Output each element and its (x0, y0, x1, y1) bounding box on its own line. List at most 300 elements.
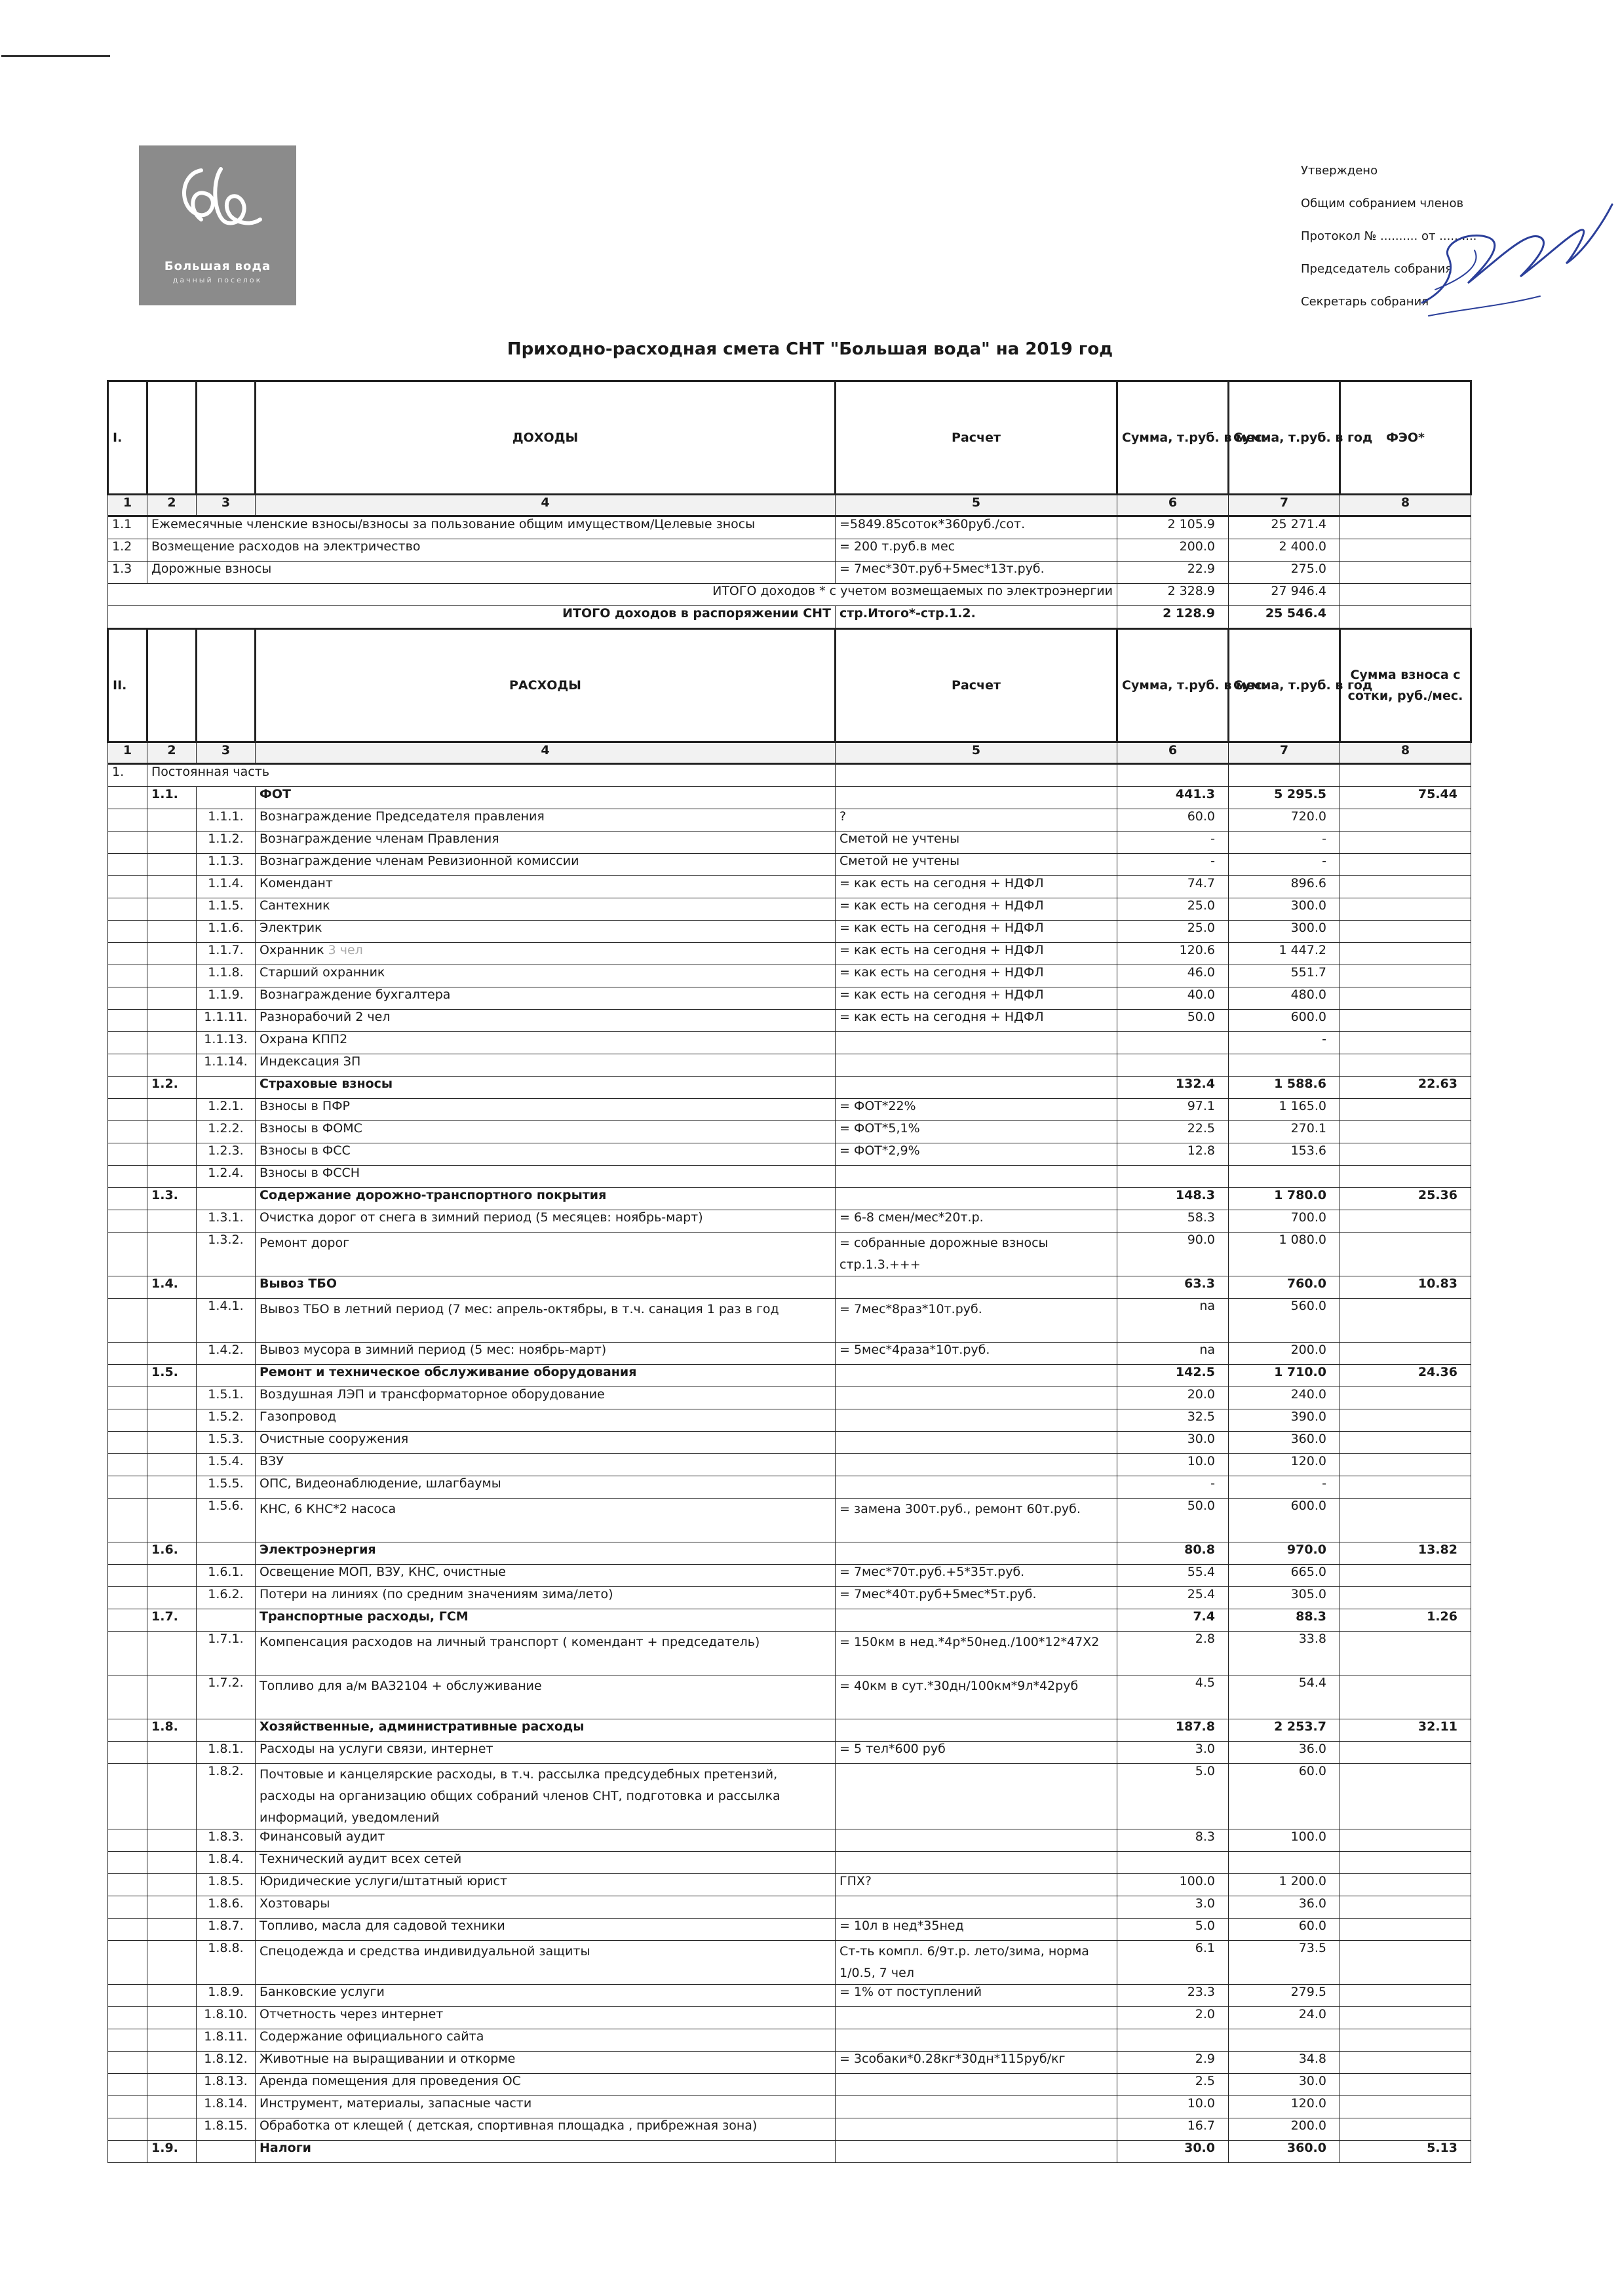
expense-group-row (108, 787, 1471, 809)
row-name: Топливо, масла для садовой техники (256, 1919, 836, 1941)
row-feo (1340, 1852, 1471, 1874)
row-number: 1.5.1. (197, 1387, 256, 1409)
row-calc: = 7мес*8раз*10т.руб. (836, 1299, 1117, 1343)
row-spacer (147, 965, 197, 987)
row-month: 22.9 (1117, 562, 1229, 584)
row-calc: = 40км в сут.*30дн/100км*9л*42руб (836, 1675, 1117, 1719)
row-calc (836, 1032, 1117, 1054)
row-part-cell (108, 809, 147, 832)
row-feo (1340, 2118, 1471, 2141)
expense-column-numbers: 1 2 3 4 5 6 7 8 (108, 742, 1471, 764)
row-feo (1340, 1166, 1471, 1188)
income-available-label: ИТОГО доходов в распоряжении СНТ (108, 606, 836, 629)
row-month: 40.0 (1117, 987, 1229, 1010)
expense-row (108, 1233, 1471, 1276)
income-total-year: 27 946.4 (1229, 584, 1340, 606)
row-month: 25.0 (1117, 921, 1229, 943)
row-part-cell (108, 1675, 147, 1719)
row-number: 1.8.12. (197, 2052, 256, 2074)
row-month (1117, 2029, 1229, 2052)
row-name: Почтовые и канцелярские расходы, в т.ч. рассылка предсудебных претензий, расходы на организацию общих собраний членов СНТ, подготовка и рассылка информаций, уведомлений (256, 1764, 836, 1829)
income-available-year: 25 546.4 (1229, 606, 1340, 629)
row-number: 1.3 (108, 562, 147, 584)
row-part-cell (108, 1409, 147, 1432)
row-year: 153.6 (1229, 1143, 1340, 1166)
row-spacer (147, 1054, 197, 1077)
row-month: 23.3 (1117, 1985, 1229, 2007)
row-part-cell (108, 1299, 147, 1343)
row-month: 55.4 (1117, 1565, 1229, 1587)
row-calc (836, 1476, 1117, 1499)
row-feo (1340, 1454, 1471, 1476)
row-part-cell (108, 1565, 147, 1587)
row-year: 305.0 (1229, 1587, 1340, 1609)
row-feo (1340, 943, 1471, 965)
row-number: 1.2. (147, 1077, 197, 1099)
row-calc (836, 1542, 1117, 1565)
row-spacer (147, 2118, 197, 2141)
row-feo (1340, 562, 1471, 584)
row-year: - (1229, 1032, 1340, 1054)
row-name: Взносы в ФСС (256, 1143, 836, 1166)
row-number: 1.2.1. (197, 1099, 256, 1121)
row-calc: = 7мес*70т.руб.+5*35т.руб. (836, 1565, 1117, 1587)
row-calc (836, 787, 1117, 809)
row-month: 10.0 (1117, 2096, 1229, 2118)
row-name: Разнорабочий 2 чел (256, 1010, 836, 1032)
row-spacer (147, 876, 197, 898)
row-year: 360.0 (1229, 2141, 1340, 2163)
row-year: 200.0 (1229, 2118, 1340, 2141)
logo-name: Большая вода (164, 259, 271, 273)
row-note: 3 чел (324, 943, 363, 957)
row-part-cell (108, 1476, 147, 1499)
row-feo (1340, 1742, 1471, 1764)
row-part-cell (108, 1166, 147, 1188)
row-part-cell (108, 898, 147, 921)
expense-row (108, 1476, 1471, 1499)
row-spacer (147, 1121, 197, 1143)
row-number: 1.4. (147, 1276, 197, 1299)
row-number: 1.1.3. (197, 854, 256, 876)
row-part-cell (108, 1587, 147, 1609)
row-calc (836, 1432, 1117, 1454)
row-month: - (1117, 832, 1229, 854)
row-calc (836, 1454, 1117, 1476)
row-number: 1.7.1. (197, 1632, 256, 1675)
row-part-cell (108, 1188, 147, 1210)
row-feo (1340, 1829, 1471, 1852)
logo-monogram-icon (165, 157, 270, 242)
expense-group-row (108, 1188, 1471, 1210)
row-calc: = ФОТ*5,1% (836, 1121, 1117, 1143)
row-name: Электрик (256, 921, 836, 943)
approval-line-5: Секретарь собрания (1301, 295, 1429, 309)
row-feo (1340, 2096, 1471, 2118)
row-spacer (147, 1896, 197, 1919)
row-calc (836, 1852, 1117, 1874)
row-part-cell (108, 1499, 147, 1542)
row-calc (836, 2118, 1117, 2141)
row-number: 1.1.6. (197, 921, 256, 943)
row-calc: = как есть на сегодня + НДФЛ (836, 965, 1117, 987)
row-name: Юридические услуги/штатный юрист (256, 1874, 836, 1896)
row-name: Вывоз ТБО в летний период (7 мес: апрель-октябры, в т.ч. санация 1 раз в год (256, 1299, 836, 1343)
row-calc (836, 1387, 1117, 1409)
expense-row (108, 1742, 1471, 1764)
row-number: 1.3.2. (197, 1233, 256, 1276)
income-header-month: Сумма, т.руб. в мес. (1117, 381, 1229, 495)
row-month: 3.0 (1117, 1742, 1229, 1764)
expense-header-row (108, 629, 1471, 742)
row-year: 33.8 (1229, 1632, 1340, 1675)
row-feo (1340, 1210, 1471, 1233)
row-calc (836, 1609, 1117, 1632)
row-calc (836, 1188, 1117, 1210)
row-feo (1340, 987, 1471, 1010)
row-name: Вознаграждение Председателя правления (256, 809, 836, 832)
row-spacer (147, 1852, 197, 1874)
row-number: 1.8.7. (197, 1919, 256, 1941)
row-calc: = 1% от поступлений (836, 1985, 1117, 2007)
row-number: 1.1.1. (197, 809, 256, 832)
row-year: - (1229, 854, 1340, 876)
row-month: 80.8 (1117, 1542, 1229, 1565)
row-year: 300.0 (1229, 898, 1340, 921)
row-part-cell (108, 2052, 147, 2074)
expense-row (108, 1632, 1471, 1675)
row-month (1117, 1166, 1229, 1188)
row-name: Расходы на услуги связи, интернет (256, 1742, 836, 1764)
row-year: 760.0 (1229, 1276, 1340, 1299)
company-logo (139, 145, 296, 305)
row-part-cell (108, 2096, 147, 2118)
row-year: 34.8 (1229, 2052, 1340, 2074)
row-year: 970.0 (1229, 1542, 1340, 1565)
row-calc: Ст-ть компл. 6/9т.р. лето/зима, норма 1/0.5, 7 чел (836, 1941, 1117, 1985)
row-year: 2 400.0 (1229, 539, 1340, 562)
row-month: 2.8 (1117, 1632, 1229, 1675)
row-part-cell (108, 854, 147, 876)
row-calc (836, 2029, 1117, 2052)
row-number: 1.7.2. (197, 1675, 256, 1719)
row-spacer (147, 1166, 197, 1188)
row-month: 16.7 (1117, 2118, 1229, 2141)
row-calc: Сметой не учтены (836, 832, 1117, 854)
income-header-calc: Расчет (836, 381, 1117, 495)
expense-row (108, 876, 1471, 898)
row-calc (836, 1896, 1117, 1919)
row-feo (1340, 1499, 1471, 1542)
row-part-cell (108, 1829, 147, 1852)
row-month: 97.1 (1117, 1099, 1229, 1121)
row-number: 1.8.15. (197, 2118, 256, 2141)
row-year: 665.0 (1229, 1565, 1340, 1587)
row-month: 22.5 (1117, 1121, 1229, 1143)
row-part-cell (108, 2141, 147, 2163)
row-month (1117, 1032, 1229, 1054)
row-year: 36.0 (1229, 1896, 1340, 1919)
row-spacer (147, 1941, 197, 1985)
row-number: 1.6.2. (197, 1587, 256, 1609)
row-spacer (147, 832, 197, 854)
expense-row (108, 809, 1471, 832)
expense-row (108, 2029, 1471, 2052)
expense-row (108, 2052, 1471, 2074)
expense-header-title: РАСХОДЫ (256, 629, 836, 742)
row-year: 1 165.0 (1229, 1099, 1340, 1121)
row-name: Охрана КПП2 (256, 1032, 836, 1054)
row-spacer (147, 1010, 197, 1032)
row-spacer (147, 1499, 197, 1542)
row-name: Освещение МОП, ВЗУ, КНС, очистные (256, 1565, 836, 1587)
expense-row (108, 2096, 1471, 2118)
row-year: 390.0 (1229, 1409, 1340, 1432)
row-feo: 1.26 (1340, 1609, 1471, 1632)
row-spacer (147, 1032, 197, 1054)
row-calc (836, 1409, 1117, 1432)
row-part-cell (108, 1742, 147, 1764)
row-calc: = как есть на сегодня + НДФЛ (836, 921, 1117, 943)
row-feo (1340, 1565, 1471, 1587)
row-feo (1340, 1896, 1471, 1919)
row-feo (1340, 1054, 1471, 1077)
row-spacer (197, 1542, 256, 1565)
row-name: Финансовый аудит (256, 1829, 836, 1852)
row-month: 200.0 (1117, 539, 1229, 562)
row-spacer (147, 1099, 197, 1121)
row-year: 270.1 (1229, 1121, 1340, 1143)
row-spacer (147, 1764, 197, 1829)
row-spacer (197, 1276, 256, 1299)
row-number: 1.8.3. (197, 1829, 256, 1852)
income-header-row (108, 381, 1471, 495)
row-calc: = как есть на сегодня + НДФЛ (836, 876, 1117, 898)
row-number: 1.8. (147, 1719, 197, 1742)
row-name: Газопровод (256, 1409, 836, 1432)
row-number: 1.5.4. (197, 1454, 256, 1476)
document-title: Приходно-расходная смета СНТ "Большая вода" на 2019 год (507, 339, 1113, 359)
row-name: Хозяйственные, административные расходы (256, 1719, 836, 1742)
row-spacer (147, 1587, 197, 1609)
row-name: Взносы в ФССН (256, 1166, 836, 1188)
row-year: 1 710.0 (1229, 1365, 1340, 1387)
row-calc (836, 2007, 1117, 2029)
expense-row (108, 1985, 1471, 2007)
row-year: 275.0 (1229, 562, 1340, 584)
row-feo (1340, 1121, 1471, 1143)
row-calc: = 6-8 смен/мес*20т.р. (836, 1210, 1117, 1233)
row-feo (1340, 1233, 1471, 1276)
row-month: 187.8 (1117, 1719, 1229, 1742)
row-month: 441.3 (1117, 787, 1229, 809)
expense-group-row (108, 1542, 1471, 1565)
row-year: 60.0 (1229, 1764, 1340, 1829)
row-part-cell (108, 1010, 147, 1032)
row-month: na (1117, 1299, 1229, 1343)
row-feo (1340, 809, 1471, 832)
row-name: Технический аудит всех сетей (256, 1852, 836, 1874)
row-name: Взносы в ПФР (256, 1099, 836, 1121)
row-month (1117, 1852, 1229, 1874)
row-spacer (147, 2074, 197, 2096)
approval-line-1: Утверждено (1301, 164, 1378, 178)
row-part-cell (108, 965, 147, 987)
expense-header-feo: Сумма взноса с сотки, руб./мес. (1340, 629, 1471, 742)
row-feo: 5.13 (1340, 2141, 1471, 2163)
row-name: Сантехник (256, 898, 836, 921)
expense-group-row (108, 2141, 1471, 2163)
row-spacer (147, 1919, 197, 1941)
row-part-cell (108, 1276, 147, 1299)
expense-row (108, 1099, 1471, 1121)
row-spacer (147, 1742, 197, 1764)
row-number: 1.4.1. (197, 1299, 256, 1343)
row-year: 200.0 (1229, 1343, 1340, 1365)
expense-row (108, 1919, 1471, 1941)
row-year: 700.0 (1229, 1210, 1340, 1233)
row-part-cell (108, 787, 147, 809)
row-year: 896.6 (1229, 876, 1340, 898)
row-feo (1340, 832, 1471, 854)
row-month: - (1117, 1476, 1229, 1499)
row-feo (1340, 516, 1471, 539)
row-feo (1340, 1874, 1471, 1896)
row-part-cell (108, 2118, 147, 2141)
row-name: Старший охранник (256, 965, 836, 987)
row-month: 132.4 (1117, 1077, 1229, 1099)
row-part-cell (108, 1054, 147, 1077)
expense-row (108, 898, 1471, 921)
row-calc (836, 1365, 1117, 1387)
expense-row (108, 1299, 1471, 1343)
row-year: 73.5 (1229, 1941, 1340, 1985)
row-number: 1.5.2. (197, 1409, 256, 1432)
row-year: 54.4 (1229, 1675, 1340, 1719)
expense-row (108, 1121, 1471, 1143)
row-feo (1340, 854, 1471, 876)
expense-row (108, 1499, 1471, 1542)
row-month (1117, 1054, 1229, 1077)
row-year: 30.0 (1229, 2074, 1340, 2096)
row-name: Аренда помещения для проведения ОС (256, 2074, 836, 2096)
row-number: 1.4.2. (197, 1343, 256, 1365)
row-month: 50.0 (1117, 1010, 1229, 1032)
row-spacer (147, 1565, 197, 1587)
income-row (108, 539, 1471, 562)
expense-row (108, 1210, 1471, 1233)
row-month: 60.0 (1117, 809, 1229, 832)
row-month: 58.3 (1117, 1210, 1229, 1233)
logo-subtitle: дачный поселок (172, 276, 263, 284)
row-part-cell (108, 2029, 147, 2052)
row-calc (836, 1276, 1117, 1299)
row-year (1229, 1166, 1340, 1188)
row-feo (1340, 1387, 1471, 1409)
row-calc (836, 2074, 1117, 2096)
expense-group-row (108, 1077, 1471, 1099)
row-part-cell (108, 832, 147, 854)
row-feo (1340, 1764, 1471, 1829)
expense-row (108, 965, 1471, 987)
row-month: 74.7 (1117, 876, 1229, 898)
row-number: 1.8.9. (197, 1985, 256, 2007)
row-number: 1.8.4. (197, 1852, 256, 1874)
row-number: 1.2.2. (197, 1121, 256, 1143)
row-feo (1340, 1941, 1471, 1985)
row-name: Вознаграждение членам Правления (256, 832, 836, 854)
income-header-title: ДОХОДЫ (256, 381, 836, 495)
row-part-cell (108, 1454, 147, 1476)
row-name: Потери на линиях (по средним значениям зима/лето) (256, 1587, 836, 1609)
row-calc (836, 1764, 1117, 1829)
signature-image (1409, 191, 1619, 322)
row-spacer (147, 1476, 197, 1499)
row-calc (836, 2141, 1117, 2163)
row-number: 1.9. (147, 2141, 197, 2163)
row-calc: = 5 тел*600 руб (836, 1742, 1117, 1764)
income-available-month: 2 128.9 (1117, 606, 1229, 629)
row-calc (836, 1719, 1117, 1742)
row-spacer (147, 854, 197, 876)
income-total-month: 2 328.9 (1117, 584, 1229, 606)
expense-row (108, 921, 1471, 943)
income-column-numbers: 1 2 3 4 5 6 7 8 (108, 495, 1471, 516)
row-name: Возмещение расходов на электричество (147, 539, 836, 562)
expense-group-row (108, 1609, 1471, 1632)
row-spacer (147, 2007, 197, 2029)
row-calc: = ФОТ*22% (836, 1099, 1117, 1121)
row-feo (1340, 1010, 1471, 1032)
row-number: 1.2.3. (197, 1143, 256, 1166)
row-number: 1.1.7. (197, 943, 256, 965)
row-name: ВЗУ (256, 1454, 836, 1476)
row-number: 1.8.5. (197, 1874, 256, 1896)
row-feo: 24.36 (1340, 1365, 1471, 1387)
row-name: Вывоз ТБО (256, 1276, 836, 1299)
expense-row (108, 1896, 1471, 1919)
row-number: 1.2.4. (197, 1166, 256, 1188)
row-month: 5.0 (1117, 1764, 1229, 1829)
row-feo (1340, 898, 1471, 921)
row-year: 5 295.5 (1229, 787, 1340, 809)
row-part-cell (108, 1210, 147, 1233)
row-number: 1.8.11. (197, 2029, 256, 2052)
row-year: 360.0 (1229, 1432, 1340, 1454)
row-calc: = 3собаки*0.28кг*30дн*115руб/кг (836, 2052, 1117, 2074)
row-calc: ГПХ? (836, 1874, 1117, 1896)
row-spacer (147, 1409, 197, 1432)
row-year: 600.0 (1229, 1499, 1340, 1542)
row-year: 2 253.7 (1229, 1719, 1340, 1742)
row-year (1229, 1852, 1340, 1874)
row-feo (1340, 1432, 1471, 1454)
row-spacer (147, 1210, 197, 1233)
expense-row (108, 1852, 1471, 1874)
expense-row (108, 1454, 1471, 1476)
row-name: Электроэнергия (256, 1542, 836, 1565)
row-number: 1.8.6. (197, 1896, 256, 1919)
row-feo (1340, 965, 1471, 987)
row-feo (1340, 1675, 1471, 1719)
row-feo (1340, 1099, 1471, 1121)
expense-header-month: Сумма, т.руб. в мес. (1117, 629, 1229, 742)
row-name: Банковские услуги (256, 1985, 836, 2007)
row-number: 1.8.14. (197, 2096, 256, 2118)
row-year: 240.0 (1229, 1387, 1340, 1409)
expense-row (108, 1010, 1471, 1032)
row-spacer (197, 1365, 256, 1387)
